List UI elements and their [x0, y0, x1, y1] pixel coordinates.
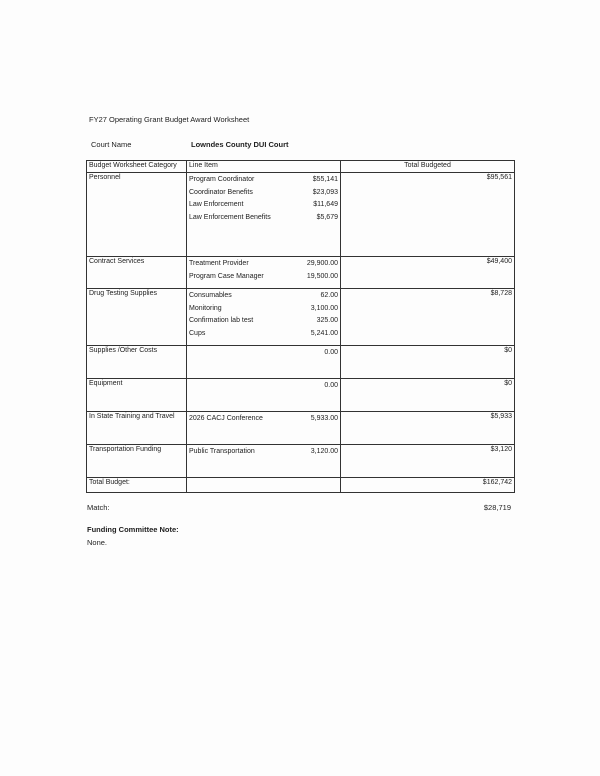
category-total-cell: $8,728 — [341, 289, 515, 346]
line-item-name: Monitoring — [189, 304, 222, 312]
line-item — [189, 328, 338, 341]
line-item-amount: 29,900.00 — [306, 260, 338, 267]
total-budget-label: Total Budget: — [87, 478, 187, 493]
funding-note-label: Funding Committee Note: — [87, 525, 179, 534]
line-item — [189, 347, 338, 360]
line-item-name: Coordinator Benefits — [189, 188, 253, 196]
total-budget-empty — [187, 478, 341, 493]
line-item-name: Public Transportation — [189, 448, 255, 455]
line-item-name: Program Case Manager — [189, 272, 264, 280]
category-cell: Transportation Funding — [87, 445, 187, 478]
table-row — [87, 289, 515, 346]
match-label: Match: — [87, 503, 110, 512]
line-item — [189, 290, 338, 303]
total-budget-row — [87, 478, 515, 493]
category-total-cell: $5,933 — [341, 412, 515, 445]
line-items-cell — [187, 412, 341, 445]
line-item-name: Consumables — [189, 292, 232, 299]
line-item-name: Program Coordinator — [189, 176, 255, 183]
line-item — [189, 446, 338, 459]
table-row — [87, 173, 515, 257]
table-row — [87, 257, 515, 289]
line-item-amount: $11,649 — [313, 201, 338, 208]
line-item-amount: 19,500.00 — [306, 272, 338, 280]
table-row — [87, 346, 515, 379]
line-item — [189, 315, 338, 328]
line-items-cell — [187, 173, 341, 257]
line-item — [189, 303, 338, 316]
court-name-label: Court Name — [91, 140, 132, 149]
line-item — [189, 212, 338, 225]
line-item — [189, 380, 338, 393]
category-total-cell: $0 — [341, 379, 515, 412]
line-item-name: Law Enforcement — [189, 201, 244, 208]
category-total-cell: $0 — [341, 346, 515, 379]
line-item-amount: $5,679 — [316, 213, 338, 221]
line-item — [189, 187, 338, 200]
line-items-cell — [187, 257, 341, 289]
court-name-value: Lowndes County DUI Court — [191, 140, 289, 149]
worksheet-title: FY27 Operating Grant Budget Award Worksheet — [89, 115, 250, 124]
category-cell: Drug Testing Supplies — [87, 289, 187, 346]
table-row — [87, 412, 515, 445]
line-item-amount: 5,241.00 — [310, 329, 338, 337]
line-item-amount: 0.00 — [324, 382, 338, 389]
category-total-cell: $95,561 — [341, 173, 515, 257]
category-total-cell: $3,120 — [341, 445, 515, 478]
line-item — [189, 258, 338, 271]
budget-table — [86, 160, 515, 493]
funding-note-text: None. — [87, 538, 108, 547]
header-total-budgeted: Total Budgeted — [341, 161, 515, 173]
line-item — [189, 413, 338, 426]
line-items-cell — [187, 289, 341, 346]
line-item-name: Treatment Provider — [189, 260, 249, 267]
category-total-cell: $49,400 — [341, 257, 515, 289]
line-item-name: Cups — [189, 329, 206, 337]
match-value: $28,719 — [483, 503, 511, 512]
line-item-amount: $23,093 — [312, 188, 338, 196]
total-budget-value: $162,742 — [341, 478, 515, 493]
line-item — [189, 271, 338, 284]
line-item — [189, 199, 338, 212]
category-cell: Equipment — [87, 379, 187, 412]
header-line-item: Line Item — [187, 161, 341, 173]
line-items-cell — [187, 379, 341, 412]
line-item-amount: 62.00 — [320, 292, 338, 299]
line-item-amount: 325.00 — [316, 317, 338, 324]
line-item-amount: $55,141 — [312, 176, 338, 183]
table-header-row — [87, 161, 515, 173]
line-item-amount: 3,120.00 — [310, 448, 338, 455]
line-item-amount: 3,100.00 — [310, 304, 338, 312]
line-items-cell — [187, 346, 341, 379]
line-item-name: Confirmation lab test — [189, 317, 254, 324]
table-row — [87, 379, 515, 412]
category-cell: Supplies /Other Costs — [87, 346, 187, 379]
table-row — [87, 445, 515, 478]
line-items-cell — [187, 445, 341, 478]
line-item-amount: 0.00 — [324, 349, 338, 356]
category-cell: In State Training and Travel — [87, 412, 187, 445]
category-cell: Contract Services — [87, 257, 187, 289]
category-cell: Personnel — [87, 173, 187, 257]
header-category: Budget Worksheet Category — [87, 161, 187, 173]
line-item — [189, 174, 338, 187]
line-item-amount: 5,933.00 — [310, 415, 338, 422]
line-item-name: 2026 CACJ Conference — [189, 415, 263, 422]
line-item-name: Law Enforcement Benefits — [189, 213, 271, 221]
